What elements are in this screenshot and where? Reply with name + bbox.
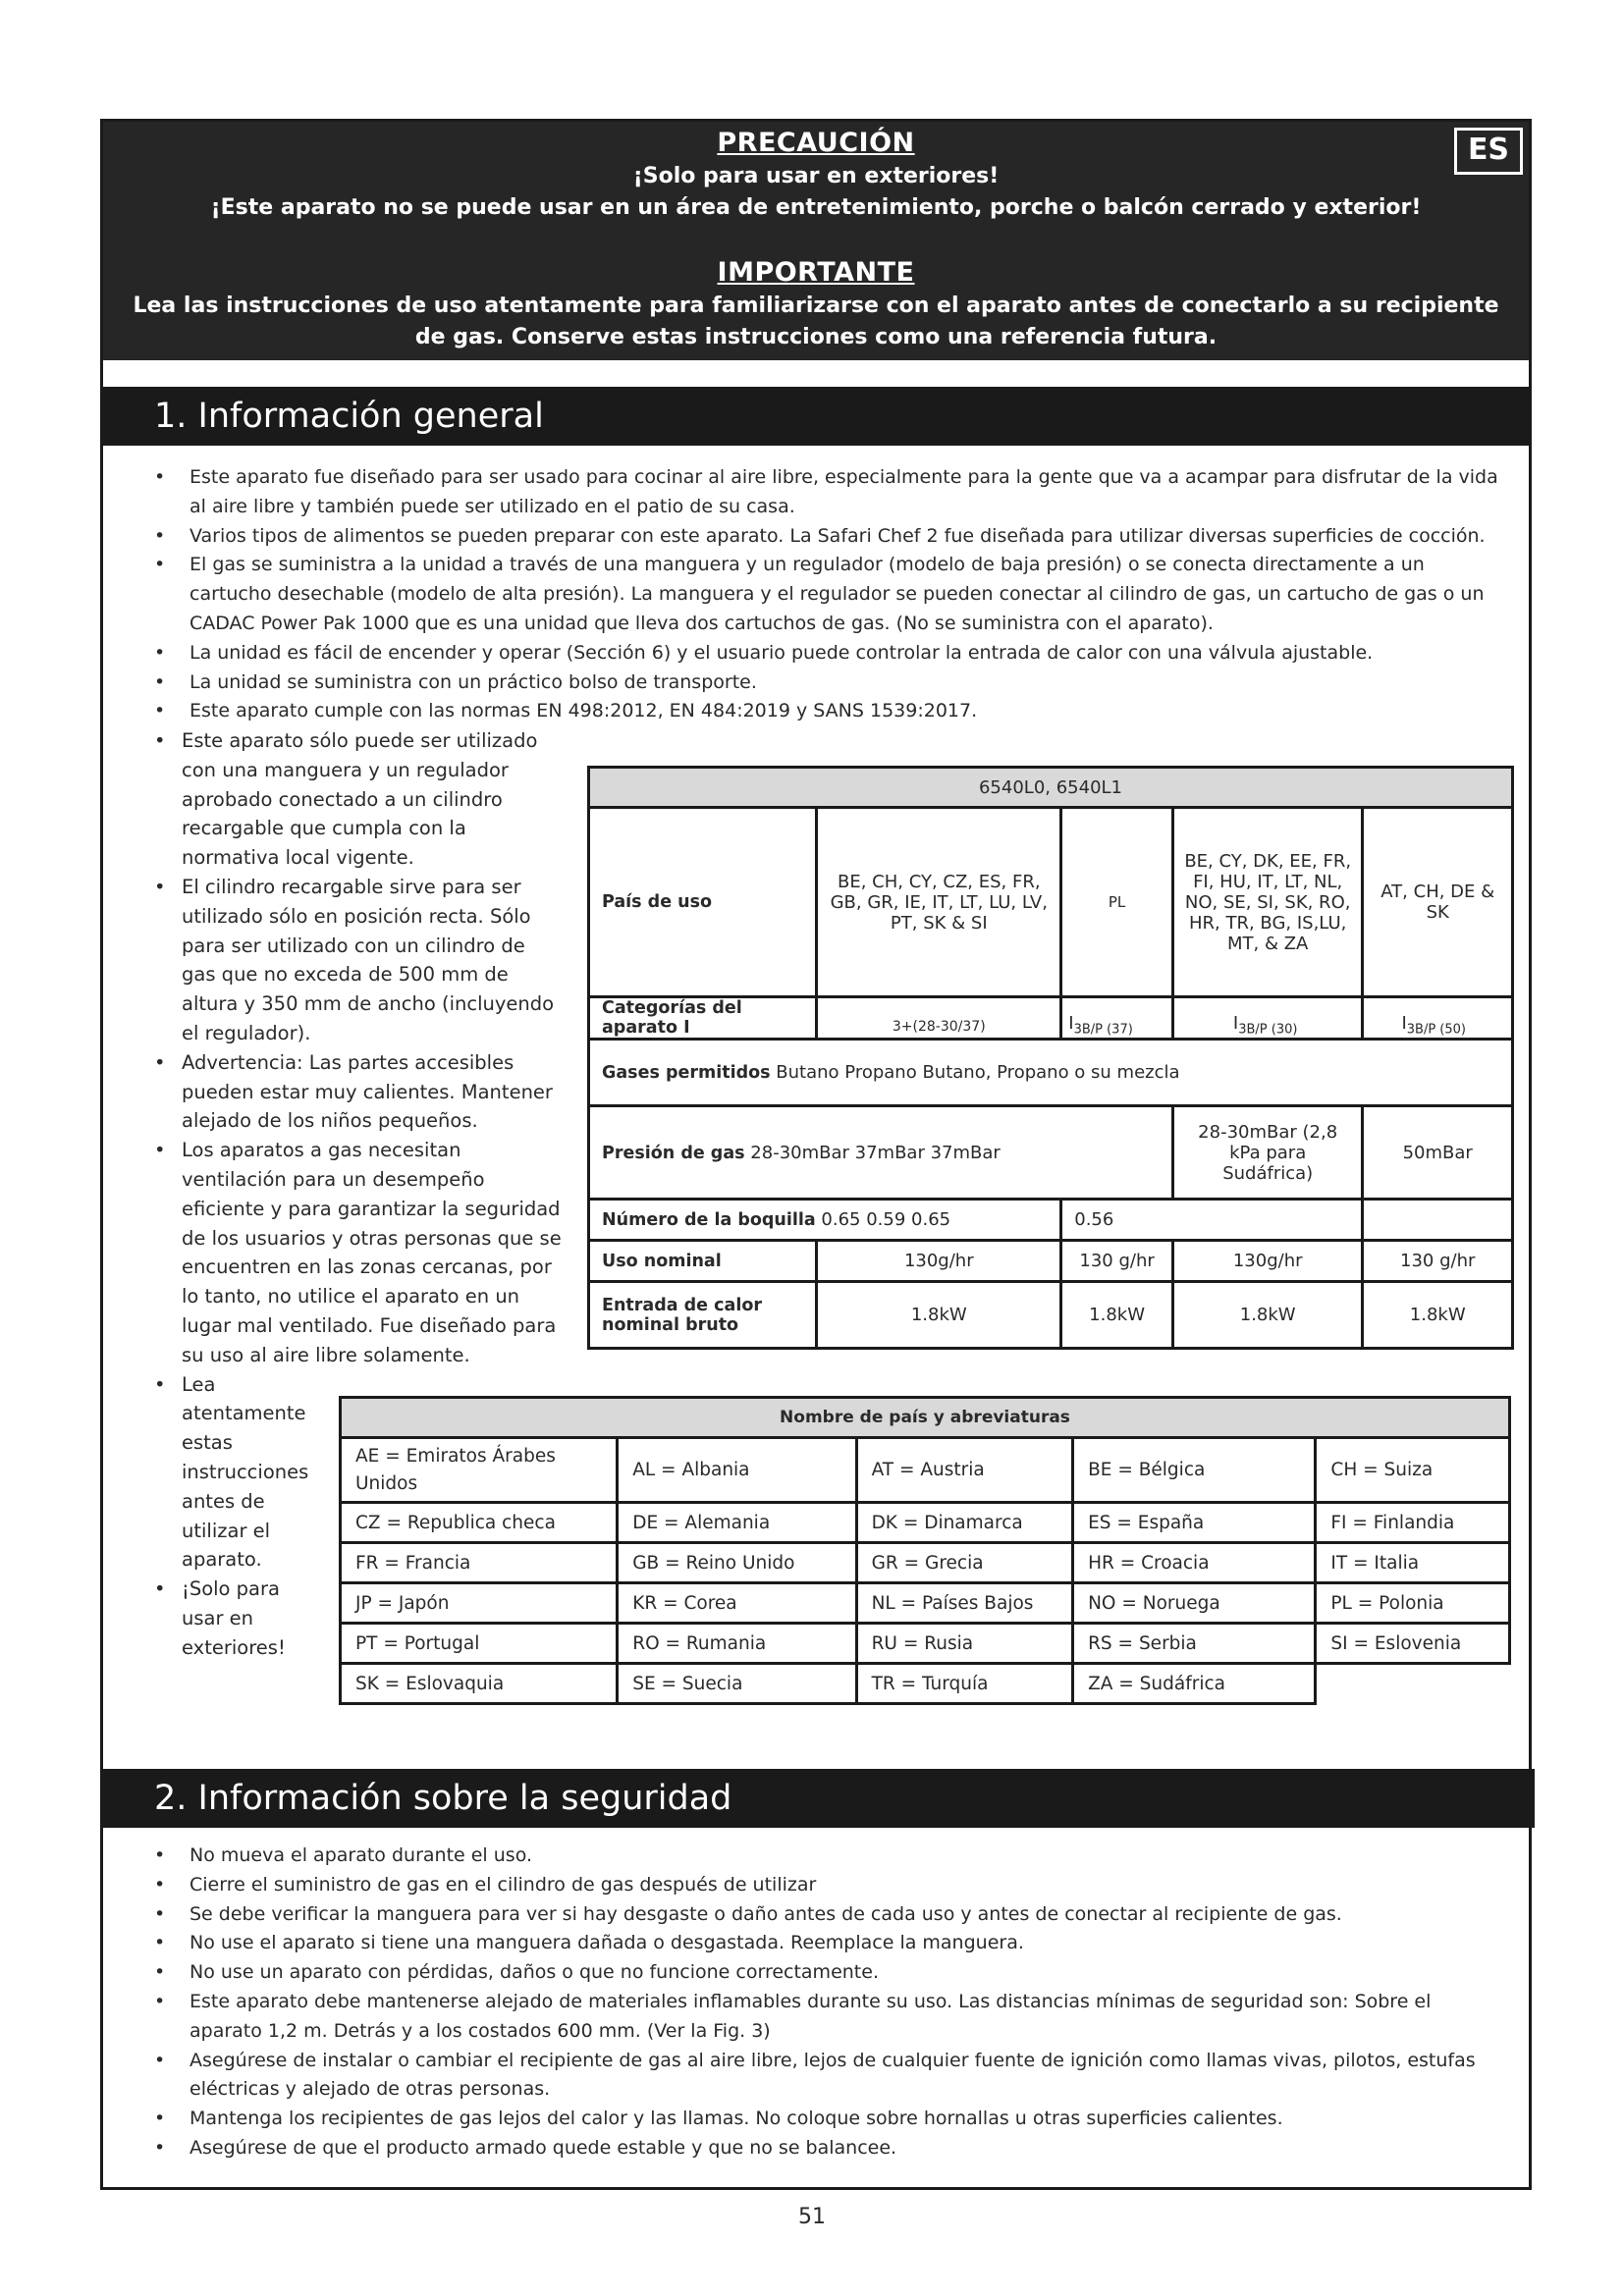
table-cell: SE = Suecia bbox=[618, 1664, 856, 1704]
caution-title: PRECAUCIÓN bbox=[717, 128, 915, 158]
spec-cell: Presión de gas 28-30mBar 37mBar 37mBar bbox=[589, 1106, 1173, 1200]
spec-label: Categorías del aparato I bbox=[589, 997, 817, 1040]
list-item: • Lea atentamente estas instrucciones antes de utilizar el aparato. bbox=[152, 1370, 623, 1575]
spec-cell: BE, CY, DK, EE, FR, FI, HU, IT, LT, NL, NO, SE, SI, SK, RO, HR, TR, BG, IS,LU, MT, & ZA bbox=[1172, 808, 1363, 997]
table-cell: FI = Finlandia bbox=[1316, 1503, 1510, 1543]
spec-cell: 1.8kW bbox=[817, 1282, 1061, 1349]
table-row bbox=[341, 1438, 1510, 1503]
list-item: • No mueva el aparato durante el uso. bbox=[103, 1842, 1529, 1871]
list-item: • Este aparato cumple con las normas EN 498:2012, EN 484:2019 y SANS 1539:2017. bbox=[103, 697, 1529, 726]
spec-cell: 130g/hr bbox=[1172, 1241, 1363, 1282]
spec-cell: 50mBar bbox=[1363, 1106, 1513, 1200]
table-row bbox=[341, 1543, 1510, 1583]
list-item: • El cilindro recargable sirve para ser utilizado sólo en posición recta. Sólo para ser utilizado con un cilindro de gas que no exceda de 500 mm de altura y 350 mm de ancho (incluyendo el regulador). bbox=[152, 873, 623, 1048]
table-row bbox=[589, 808, 1513, 997]
list-item: • Asegúrese de instalar o cambiar el recipiente de gas al aire libre, lejos de cualquier fuente de ignición como llamas vivas, pilotos, estufas eléctricas y alejado de otras personas. bbox=[103, 2047, 1529, 2106]
list-item: • El gas se suministra a la unidad a través de una manguera y un regulador (modelo de baja presión) o se conecta directamente a un cartucho desechable (modelo de alta presión). La manguera y el regulador se pueden conectar al cilindro de gas, un cartucho de gas o un CADAC Power Pak 1000 que es una unidad que lleva dos cartuchos de gas. (No se suministra con el aparato). bbox=[103, 551, 1529, 638]
table-row bbox=[341, 1664, 1510, 1704]
table-cell: RO = Rumania bbox=[618, 1624, 856, 1664]
list-item: • Este aparato fue diseñado para ser usado para cocinar al aire libre, especialmente para la gente que va a acampar para disfrutar de la vida al aire libre y también puede ser utilizado en el patio de su casa. bbox=[103, 463, 1529, 522]
table-cell: PT = Portugal bbox=[341, 1624, 618, 1664]
list-item: • Este aparato debe mantenerse alejado de materiales inflamables durante su uso. Las distancias mínimas de seguridad son: Sobre el aparato 1,2 m. Detrás y a los costados 600 mm. (Ver la Fig. 3) bbox=[103, 1988, 1529, 2047]
table-cell: CZ = Republica checa bbox=[341, 1503, 618, 1543]
language-badge: ES bbox=[1454, 128, 1523, 175]
table-cell: TR = Turquía bbox=[856, 1664, 1073, 1704]
table-cell: FR = Francia bbox=[341, 1543, 618, 1583]
caution-line-1: ¡Solo para usar en exteriores! bbox=[632, 164, 1000, 188]
table-cell: AE = Emiratos Árabes Unidos bbox=[341, 1438, 618, 1503]
table-cell: HR = Croacia bbox=[1073, 1543, 1316, 1583]
table-row bbox=[589, 997, 1513, 1040]
country-table bbox=[339, 1396, 1511, 1705]
table-row bbox=[341, 1503, 1510, 1543]
section-1-bullets bbox=[103, 463, 1529, 726]
spec-cell: $I_{3B/P (50)}$ bbox=[1363, 997, 1513, 1040]
important-line-2: de gas. Conserve estas instrucciones como una referencia futura. bbox=[414, 325, 1218, 349]
table-cell: RU = Rusia bbox=[856, 1624, 1073, 1664]
country-table-header: Nombre de país y abreviaturas bbox=[341, 1398, 1510, 1438]
list-item: • Este aparato sólo puede ser utilizado con una manguera y un regulador aprobado conectado a un cilindro recargable que cumpla con la normativa local vigente. bbox=[152, 726, 623, 873]
table-cell: NO = Noruega bbox=[1073, 1583, 1316, 1624]
spec-cell: 130g/hr bbox=[817, 1241, 1061, 1282]
spec-label: Entrada de calor nominal bruto bbox=[589, 1282, 817, 1349]
important-line-1: Lea las instrucciones de uso atentamente para familiarizarse con el aparato antes de conectarlo a su recipiente bbox=[133, 294, 1499, 318]
table-row bbox=[589, 1200, 1513, 1241]
caution-header bbox=[103, 122, 1529, 360]
list-item: • Asegúrese de que el producto armado quede estable y que no se balancee. bbox=[103, 2134, 1529, 2163]
spec-label: País de uso bbox=[589, 808, 817, 997]
spec-cell: 130 g/hr bbox=[1061, 1241, 1173, 1282]
table-cell: ES = España bbox=[1073, 1503, 1316, 1543]
spec-cell: Número de la boquilla 0.65 0.59 0.65 bbox=[589, 1200, 1061, 1241]
spec-cell: AT, CH, DE & SK bbox=[1363, 808, 1513, 997]
table-row bbox=[589, 1106, 1513, 1200]
page-frame bbox=[100, 119, 1532, 2190]
table-cell: NL = Países Bajos bbox=[856, 1583, 1073, 1624]
table-row bbox=[589, 1282, 1513, 1349]
spec-cell: 0.56 bbox=[1061, 1200, 1363, 1241]
table-cell: JP = Japón bbox=[341, 1583, 618, 1624]
list-item: • La unidad es fácil de encender y operar (Sección 6) y el usuario puede controlar la entrada de calor con una válvula ajustable. bbox=[103, 639, 1529, 668]
list-item: • Advertencia: Las partes accesibles pueden estar muy calientes. Mantener alejado de los niños pequeños. bbox=[152, 1048, 623, 1136]
table-cell: BE = Bélgica bbox=[1073, 1438, 1316, 1503]
list-item: • Se debe verificar la manguera para ver si hay desgaste o daño antes de cada uso y antes de conectar al recipiente de gas. bbox=[103, 1900, 1529, 1930]
list-item: • No use un aparato con pérdidas, daños o que no funcione correctamente. bbox=[103, 1958, 1529, 1988]
page-number: 51 bbox=[798, 2205, 826, 2229]
spec-table bbox=[587, 766, 1514, 1350]
table-cell: SK = Eslovaquia bbox=[341, 1664, 618, 1704]
empty-cell bbox=[1316, 1664, 1510, 1704]
list-item: • Cierre el suministro de gas en el cilindro de gas después de utilizar bbox=[103, 1871, 1529, 1900]
table-cell: IT = Italia bbox=[1316, 1543, 1510, 1583]
spec-cell: Gases permitidos Butano Propano Butano, Propano o su mezcla bbox=[589, 1040, 1513, 1106]
spec-cell: PL bbox=[1061, 808, 1173, 997]
table-cell: GB = Reino Unido bbox=[618, 1543, 856, 1583]
important-title: IMPORTANTE bbox=[717, 257, 915, 288]
table-row bbox=[341, 1583, 1510, 1624]
table-row bbox=[341, 1624, 1510, 1664]
section-2-bullets bbox=[103, 1842, 1529, 2163]
list-item: • No use el aparato si tiene una manguera dañada o desgastada. Reemplace la manguera. bbox=[103, 1929, 1529, 1958]
spec-cell: 1.8kW bbox=[1172, 1282, 1363, 1349]
spec-cell: 1.8kW bbox=[1061, 1282, 1173, 1349]
spec-table-header: 6540L0, 6540L1 bbox=[589, 768, 1513, 808]
list-item: • Varios tipos de alimentos se pueden preparar con este aparato. La Safari Chef 2 fue diseñada para utilizar diversas superficies de cocción. bbox=[103, 522, 1529, 552]
list-item: • Los aparatos a gas necesitan ventilación para un desempeño eficiente y para garantizar la seguridad de los usuarios y otras personas que se encuentren en las zonas cercanas, por lo tanto, no utilice el aparato en un lugar mal ventilado. Fue diseñado para su uso al aire libre solamente. bbox=[152, 1136, 623, 1369]
caution-line-2: ¡Este aparato no se puede usar en un área de entretenimiento, porche o balcón cerrado y exterior! bbox=[210, 195, 1422, 220]
table-cell: DE = Alemania bbox=[618, 1503, 856, 1543]
list-item: • Mantenga los recipientes de gas lejos del calor y las llamas. No coloque sobre hornallas u otras superficies calientes. bbox=[103, 2105, 1529, 2134]
spec-cell bbox=[1363, 1200, 1513, 1241]
spec-cell: $I_{3B/P (37)}$ bbox=[1061, 997, 1173, 1040]
table-cell: ZA = Sudáfrica bbox=[1073, 1664, 1316, 1704]
table-row bbox=[589, 1040, 1513, 1106]
table-cell: DK = Dinamarca bbox=[856, 1503, 1073, 1543]
table-cell: AL = Albania bbox=[618, 1438, 856, 1503]
spec-cell: BE, CH, CY, CZ, ES, FR, GB, GR, IE, IT, LT, LU, LV, PT, SK & SI bbox=[817, 808, 1061, 997]
spec-label: Uso nominal bbox=[589, 1241, 817, 1282]
table-cell: PL = Polonia bbox=[1316, 1583, 1510, 1624]
spec-cell: 130 g/hr bbox=[1363, 1241, 1513, 1282]
spec-cell: 1.8kW bbox=[1363, 1282, 1513, 1349]
table-cell: RS = Serbia bbox=[1073, 1624, 1316, 1664]
table-cell: KR = Corea bbox=[618, 1583, 856, 1624]
list-item: • ¡Solo para usar en exteriores! bbox=[152, 1575, 623, 1662]
section-1-title: 1. Información general bbox=[103, 387, 1529, 446]
spec-cell: $I_{3B/P (30)}$ bbox=[1172, 997, 1363, 1040]
spec-cell: 28-30mBar (2,8 kPa para Sudáfrica) bbox=[1172, 1106, 1363, 1200]
spec-cell: 3+(28-30/37) bbox=[817, 997, 1061, 1040]
table-row bbox=[589, 1241, 1513, 1282]
table-cell: AT = Austria bbox=[856, 1438, 1073, 1503]
list-item: • La unidad se suministra con un práctico bolso de transporte. bbox=[103, 668, 1529, 698]
table-cell: CH = Suiza bbox=[1316, 1438, 1510, 1503]
section-2-title: 2. Información sobre la seguridad bbox=[103, 1769, 1535, 1828]
table-cell: GR = Grecia bbox=[856, 1543, 1073, 1583]
table-cell: SI = Eslovenia bbox=[1316, 1624, 1510, 1664]
